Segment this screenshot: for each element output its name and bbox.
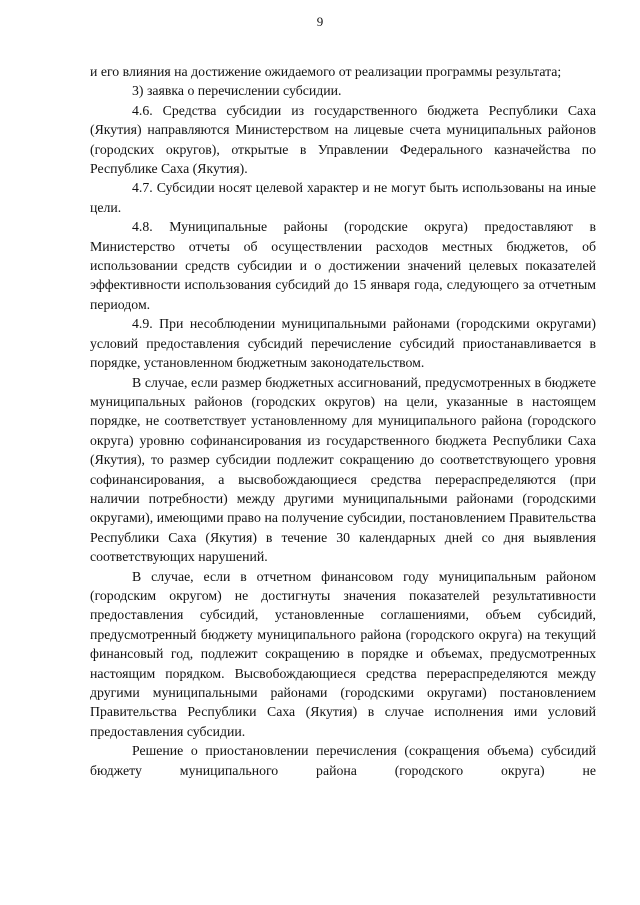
paragraph-item-3: 3) заявка о перечислении субсидии. <box>132 83 342 99</box>
paragraph-indicators-not-achieved: В случае, если в отчетном финансовом году муниципальным районом (городским округом) не достигнуты значения показателей результативности предоставления субсидий, установленные соглашениями, объем субсидий, предусмотренный бюджету муниципального района (городского округа) на текущий финансовый год, подлежит сокращению в порядке и объемах, предусмотренных настоящим порядком. Высвобождающиеся средства перераспределяются между другими муниципальными районами (городскими округами) постановлением Правительства Республики Саха (Якутия) в случае исполнения ими условий предоставления субсидии. <box>90 568 596 739</box>
document-body <box>90 62 596 780</box>
paragraph-continuation: и его влияния на достижение ожидаемого от реализации программы результата; <box>90 64 562 79</box>
paragraph-4-6: 4.6. Средства субсидии из государственного бюджета Республики Саха (Якутия) направляются Министерством на лицевые счета муниципальных районов (городских округов), открытые в Управлении Федерального казначейства по Республике Саха (Якутия). <box>90 102 596 177</box>
paragraph-budget-reduction: В случае, если размер бюджетных ассигнований, предусмотренных в бюджете муниципальных районов (городских округов) на цели, указанные в настоящем порядке, не соответствует установленному для муниципального района (городского округа) уровню софинансирования из государственного бюджета Республики Саха (Якутия), то размер субсидии подлежит сокращению до соответствующего уровня софинансирования, а высвобождающиеся средства перераспределяются (при наличии потребности) между другими муниципальными районами (городскими округами), имеющими право на получение субсидии, постановлением Правительства Республики Саха (Якутия) в течение 30 календарных дней со дня выявления соответствующих нарушений. <box>90 374 596 565</box>
paragraph-4-9: 4.9. При несоблюдении муниципальными районами (городскими округами) условий предоставления субсидий перечисление субсидий приостанавливается в порядке, установленном бюджетным законодательством. <box>90 316 596 371</box>
paragraph-4-8: 4.8. Муниципальные районы (городские округа) предоставляют в Министерство отчеты об осуществлении расходов местных бюджетов, об использовании средств субсидии и о достижении значений целевых показателей эффективности использования субсидий до 15 января года, следующего за отчетным периодом. <box>90 219 596 312</box>
paragraph-suspension-decision: Решение о приостановлении перечисления (сокращения объема) субсидий бюджету муниципального района (городского округа) не <box>90 743 596 778</box>
paragraph-4-7: 4.7. Субсидии носят целевой характер и не могут быть использованы на иные цели. <box>90 180 596 215</box>
page-number: 9 <box>316 14 324 29</box>
